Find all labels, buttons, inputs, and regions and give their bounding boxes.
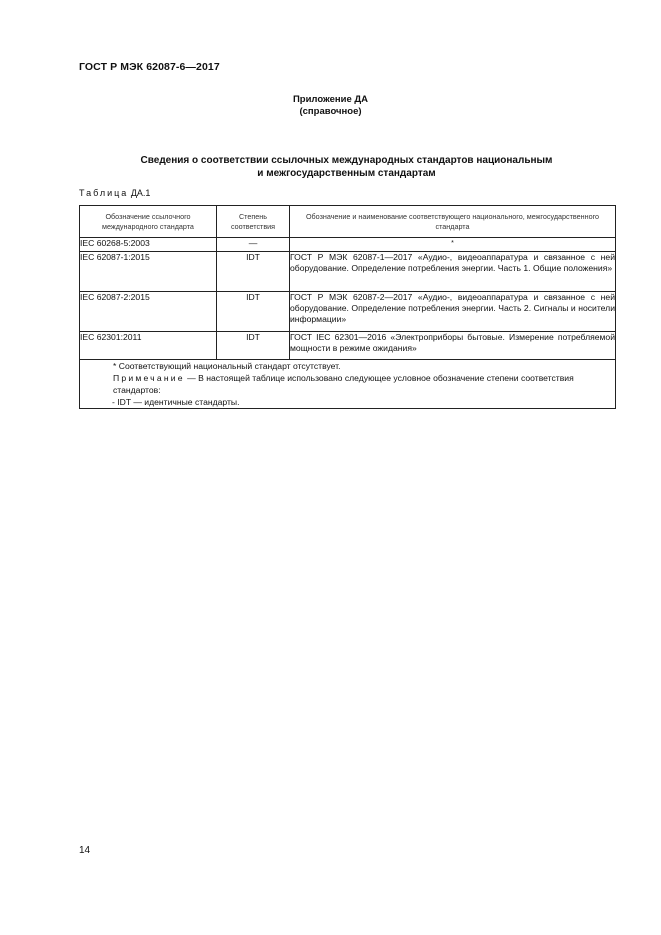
note-label: Примечание (113, 373, 185, 383)
cell-national: ГОСТ IEC 62301—2016 «Электроприборы бытовые. Измерение потребляемой мощности в режиме ожидания» (290, 332, 616, 360)
table-row (80, 332, 616, 360)
cell-reference: IEC 62301:2011 (80, 332, 217, 360)
cell-degree: — (217, 238, 290, 252)
cell-reference: IEC 62087-2:2015 (80, 292, 217, 332)
document-header: ГОСТ Р МЭК 62087-6—2017 (79, 61, 220, 73)
table-caption-number: ДА.1 (130, 188, 151, 198)
annex-title: Приложение ДА (292, 94, 369, 105)
table-caption-label: Таблица (79, 188, 129, 198)
cell-reference: IEC 60268-5:2003 (80, 238, 217, 252)
page-number: 14 (79, 845, 91, 856)
table-row (80, 238, 616, 252)
cell-degree: IDT (217, 252, 290, 292)
cell-national: * (290, 238, 616, 252)
section-heading-line-1: Сведения о соответствии ссылочных международных стандартов национальным (140, 155, 553, 166)
table-row (80, 252, 616, 292)
cell-national: ГОСТ Р МЭК 62087-2—2017 «Аудио-, видеоаппаратура и связанное с ней оборудование. Определение потребления энергии. Часть 2. Сигналы и носители информации» (290, 292, 616, 332)
note-list-item: - IDT — идентичные стандарты. (112, 397, 240, 407)
table-row (80, 292, 616, 332)
cell-reference: IEC 62087-1:2015 (80, 252, 217, 292)
cell-degree: IDT (217, 332, 290, 360)
cell-national: ГОСТ Р МЭК 62087-1—2017 «Аудио-, видеоаппаратура и связанное с ней оборудование. Определение потребления энергии. Часть 1. Общие положения» (290, 252, 616, 292)
table-notes (80, 360, 616, 409)
annex-subtitle: (справочное) (299, 106, 362, 117)
header-national-standard: Обозначение и наименование соответствующего национального, межгосударственного стандарта (290, 206, 616, 238)
cell-degree: IDT (217, 292, 290, 332)
table-notes-row (80, 360, 616, 409)
note-text: — В настоящей таблице использовано следующее условное обозначение степени соответствия стандартов: (113, 373, 574, 395)
table-footnote: * Соответствующий национальный стандарт отсутствует. (113, 361, 341, 371)
section-heading-line-2: и межгосударственным стандартам (257, 168, 436, 179)
table-header-row (80, 206, 616, 238)
header-degree: Степень соответствия (217, 206, 290, 238)
table-caption (79, 188, 150, 198)
table-note (80, 372, 615, 396)
header-reference-standard: Обозначение ссылочного международного стандарта (80, 206, 217, 238)
correspondence-table (79, 205, 616, 409)
